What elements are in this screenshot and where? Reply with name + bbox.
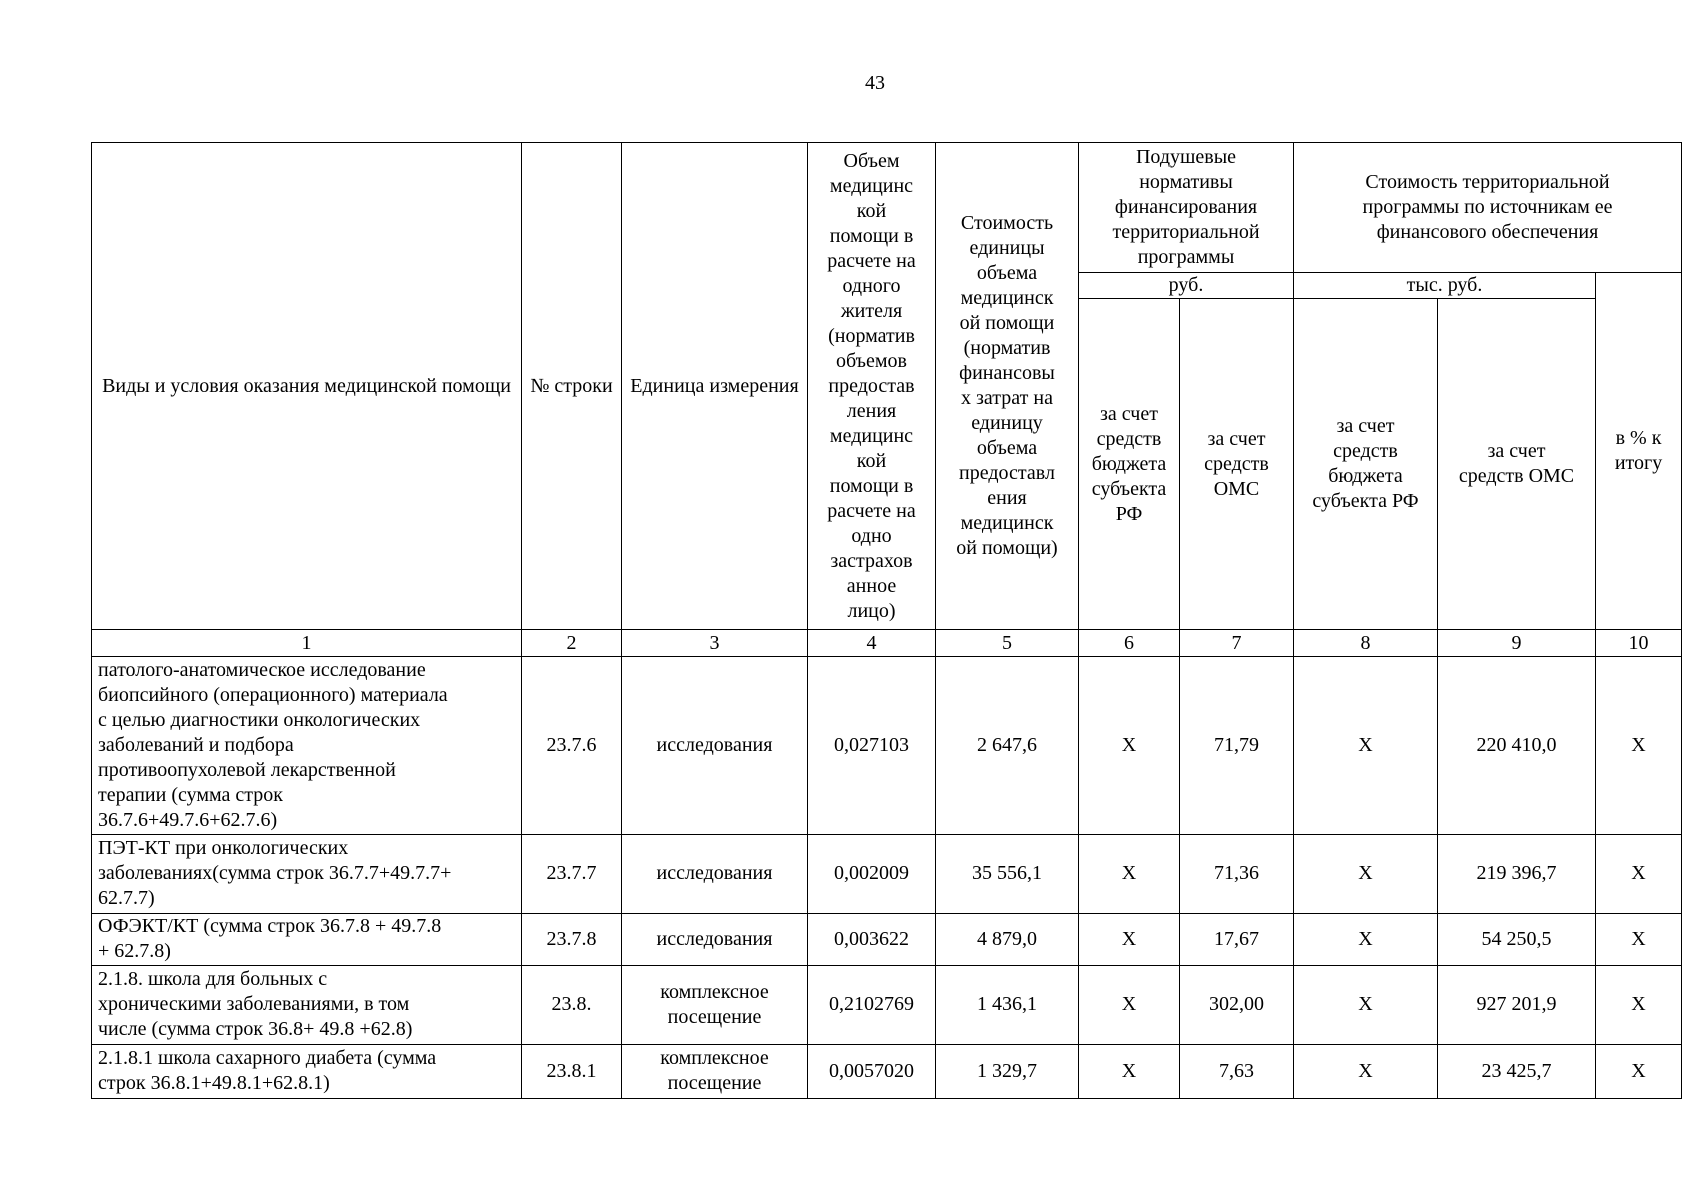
column-number: 10 bbox=[1596, 630, 1682, 657]
row-percent: Х bbox=[1596, 913, 1682, 965]
row-budget-rub: Х bbox=[1079, 1044, 1180, 1098]
row-budget-thousand: Х bbox=[1294, 1044, 1438, 1098]
row-volume: 0,002009 bbox=[808, 835, 936, 913]
header-unit-thousand-rub: тыс. руб. bbox=[1294, 273, 1596, 299]
page-number: 43 bbox=[865, 72, 885, 94]
row-budget-rub: Х bbox=[1079, 657, 1180, 835]
row-oms-rub: 71,36 bbox=[1180, 835, 1294, 913]
row-line-number: 23.7.6 bbox=[522, 657, 622, 835]
row-care-type: патолого-анатомическое исследование биопсийного (операционного) материала с целью диагностики онкологических заболеваний и подбора противоопухолевой лекарственной терапии (сумма строк 36.7.6+49.7.6+62.7.6) bbox=[92, 657, 522, 835]
column-number: 8 bbox=[1294, 630, 1438, 657]
header-program-cost-group: Стоимость территориальной программы по источникам ее финансового обеспечения bbox=[1294, 143, 1682, 273]
row-line-number: 23.7.7 bbox=[522, 835, 622, 913]
header-oms-rub: за счет средств ОМС bbox=[1180, 299, 1294, 630]
row-unit-cost: 2 647,6 bbox=[936, 657, 1079, 835]
row-percent: Х bbox=[1596, 965, 1682, 1044]
row-care-type: ОФЭКТ/КТ (сумма строк 36.7.8 + 49.7.8 + 62.7.8) bbox=[92, 913, 522, 965]
row-budget-rub: Х bbox=[1079, 835, 1180, 913]
column-number: 1 bbox=[92, 630, 522, 657]
header-budget-thousand: за счет средств бюджета субъекта РФ bbox=[1294, 299, 1438, 630]
row-care-type: 2.1.8. школа для больных с хроническими заболеваниями, в том числе (сумма строк 36.8+ 49.8 +62.8) bbox=[92, 965, 522, 1044]
row-budget-thousand: Х bbox=[1294, 657, 1438, 835]
header-volume: Объем медицинс кой помощи в расчете на одного жителя (норматив объемов предостав ления медицинс кой помощи в расчете на одно застрахов анное лицо) bbox=[808, 143, 936, 630]
row-unit-cost: 1 436,1 bbox=[936, 965, 1079, 1044]
row-budget-rub: Х bbox=[1079, 913, 1180, 965]
row-budget-rub: Х bbox=[1079, 965, 1180, 1044]
header-line-number: № строки bbox=[522, 143, 622, 630]
header-oms-thousand: за счет средств ОМС bbox=[1438, 299, 1596, 630]
row-unit: комплексное посещение bbox=[622, 965, 808, 1044]
header-types-of-care: Виды и условия оказания медицинской помощи bbox=[92, 143, 522, 630]
column-number: 4 bbox=[808, 630, 936, 657]
row-oms-thousand: 219 396,7 bbox=[1438, 835, 1596, 913]
row-unit: исследования bbox=[622, 913, 808, 965]
column-number: 7 bbox=[1180, 630, 1294, 657]
row-care-type: ПЭТ-КТ при онкологических заболеваниях(сумма строк 36.7.7+49.7.7+ 62.7.7) bbox=[92, 835, 522, 913]
column-number: 9 bbox=[1438, 630, 1596, 657]
row-unit-cost: 35 556,1 bbox=[936, 835, 1079, 913]
row-unit: исследования bbox=[622, 657, 808, 835]
row-line-number: 23.8.1 bbox=[522, 1044, 622, 1098]
header-per-capita-group: Подушевые нормативы финансирования территориальной программы bbox=[1079, 143, 1294, 273]
row-oms-rub: 302,00 bbox=[1180, 965, 1294, 1044]
table-row bbox=[92, 835, 1682, 913]
row-oms-rub: 71,79 bbox=[1180, 657, 1294, 835]
row-volume: 0,2102769 bbox=[808, 965, 936, 1044]
header-unit-rub: руб. bbox=[1079, 273, 1294, 299]
row-unit: исследования bbox=[622, 835, 808, 913]
row-volume: 0,0057020 bbox=[808, 1044, 936, 1098]
row-volume: 0,027103 bbox=[808, 657, 936, 835]
column-number: 2 bbox=[522, 630, 622, 657]
row-percent: Х bbox=[1596, 835, 1682, 913]
header-unit: Единица измерения bbox=[622, 143, 808, 630]
row-unit: комплексное посещение bbox=[622, 1044, 808, 1098]
row-percent: Х bbox=[1596, 657, 1682, 835]
table-row bbox=[92, 657, 1682, 835]
row-line-number: 23.7.8 bbox=[522, 913, 622, 965]
row-oms-thousand: 220 410,0 bbox=[1438, 657, 1596, 835]
row-oms-thousand: 927 201,9 bbox=[1438, 965, 1596, 1044]
row-budget-thousand: Х bbox=[1294, 913, 1438, 965]
row-oms-thousand: 23 425,7 bbox=[1438, 1044, 1596, 1098]
financing-table bbox=[91, 142, 1682, 1099]
row-unit-cost: 1 329,7 bbox=[936, 1044, 1079, 1098]
header-row-1 bbox=[92, 143, 1682, 273]
header-budget-rub: за счет средств бюджета субъекта РФ bbox=[1079, 299, 1180, 630]
table-row bbox=[92, 965, 1682, 1044]
row-care-type: 2.1.8.1 школа сахарного диабета (сумма строк 36.8.1+49.8.1+62.8.1) bbox=[92, 1044, 522, 1098]
row-line-number: 23.8. bbox=[522, 965, 622, 1044]
row-unit-cost: 4 879,0 bbox=[936, 913, 1079, 965]
row-percent: Х bbox=[1596, 1044, 1682, 1098]
row-oms-thousand: 54 250,5 bbox=[1438, 913, 1596, 965]
table-row bbox=[92, 913, 1682, 965]
header-unit-cost: Стоимость единицы объема медицинск ой помощи (норматив финансовы х затрат на единицу объема предоставл ения медицинск ой помощи) bbox=[936, 143, 1079, 630]
header-percent-of-total: в % к итогу bbox=[1596, 273, 1682, 630]
column-number: 3 bbox=[622, 630, 808, 657]
row-oms-rub: 7,63 bbox=[1180, 1044, 1294, 1098]
column-number: 6 bbox=[1079, 630, 1180, 657]
row-oms-rub: 17,67 bbox=[1180, 913, 1294, 965]
row-budget-thousand: Х bbox=[1294, 965, 1438, 1044]
table-row bbox=[92, 1044, 1682, 1098]
row-budget-thousand: Х bbox=[1294, 835, 1438, 913]
row-volume: 0,003622 bbox=[808, 913, 936, 965]
column-number: 5 bbox=[936, 630, 1079, 657]
column-number-row bbox=[92, 630, 1682, 657]
